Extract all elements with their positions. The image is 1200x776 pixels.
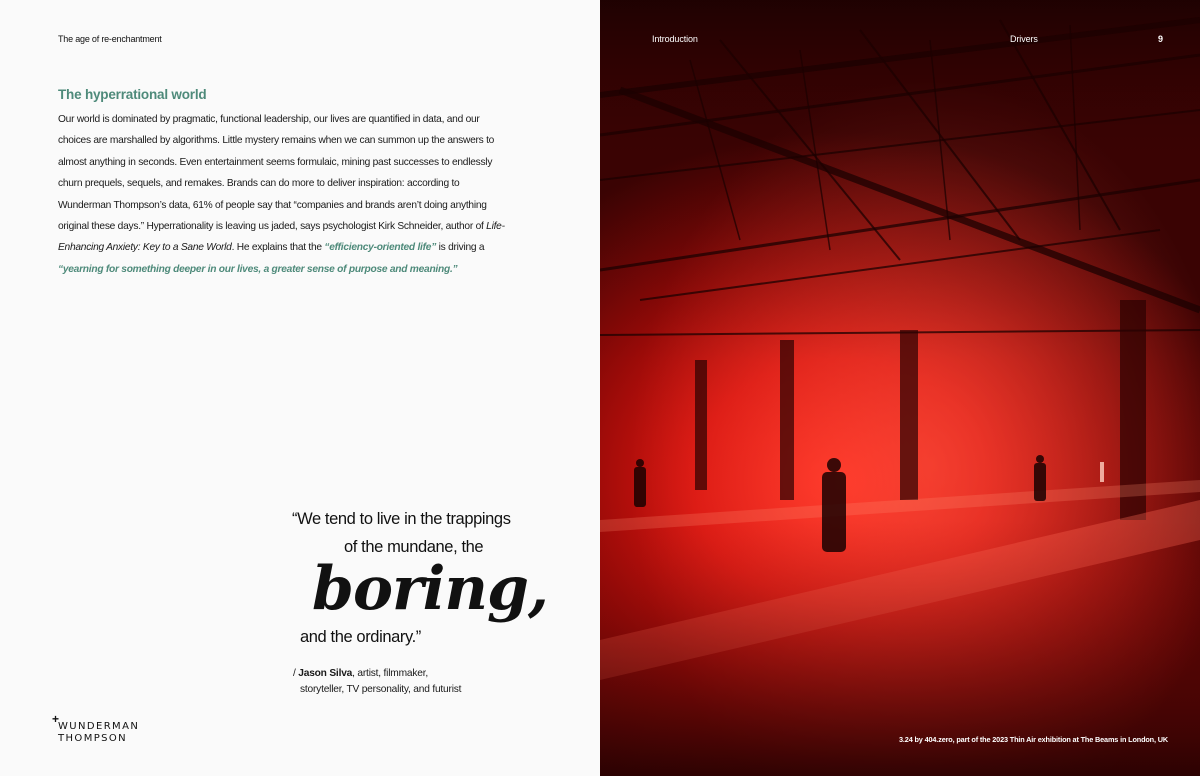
wunderman-thompson-logo xyxy=(52,712,142,745)
section-heading: The hyperrational world xyxy=(58,87,207,102)
page-number: 9 xyxy=(1158,34,1164,44)
logo-plus-icon: + xyxy=(52,712,60,726)
nav-drivers[interactable]: Drivers xyxy=(1010,34,1038,44)
body-text-part2: . He explains that the xyxy=(231,242,325,254)
photo-caption: 3.24 by 404.zero, part of the 2023 Thin Air exhibition at The Beams in London, UK xyxy=(899,735,1168,744)
attribution-name: Jason Silva xyxy=(298,668,353,679)
right-page-photo xyxy=(600,0,1200,776)
pull-quote-line1: “We tend to live in the trappings xyxy=(292,510,511,528)
quote-attribution xyxy=(293,666,461,698)
attribution-prefix: / xyxy=(293,668,299,679)
body-paragraph xyxy=(58,109,510,280)
nav-introduction[interactable]: Introduction xyxy=(652,34,698,44)
pull-quote-line3: and the ordinary.” xyxy=(300,628,421,646)
attribution-role-line2: storyteller, TV personality, and futurist xyxy=(300,684,462,695)
logo-line1: WUNDERMAN xyxy=(58,721,140,732)
body-text-part3: is driving a xyxy=(436,242,485,254)
attribution-role-line1: , artist, filmmaker, xyxy=(352,668,428,679)
quote-yearning: “yearning for something deeper in our lives, a greater sense of purpose and meaning.” xyxy=(58,263,458,275)
pull-quote-line2: of the mundane, the xyxy=(344,538,484,556)
book-title: Life-Enhancing Anxiety: Key to a Sane World xyxy=(58,221,505,254)
quote-efficiency: “efficiency-oriented life” xyxy=(324,242,437,254)
logo-line2: THOMPSON xyxy=(58,733,128,744)
body-text-part1: Our world is dominated by pragmatic, functional leadership, our lives are quantified in data, and our choices are marshalled by algorithms. Little mystery remains when we can summon up the answers to almost anything in seconds. Even entertainment seems formulaic, mining past successes to endlessly churn prequels, sequels, and remakes. Brands can do more to deliver inspiration: according to Wunderman Thompson’s data, 61% of people say that “companies and brands aren’t doing anything original these days.” Hyperrationality is leaving us jaded, says psychologist Kirk Schneider, author of xyxy=(58,114,495,233)
pull-quote-highlight: boring, xyxy=(312,554,548,624)
warehouse-red-light-photo xyxy=(600,0,1200,776)
running-title: The age of re-enchantment xyxy=(58,34,162,44)
